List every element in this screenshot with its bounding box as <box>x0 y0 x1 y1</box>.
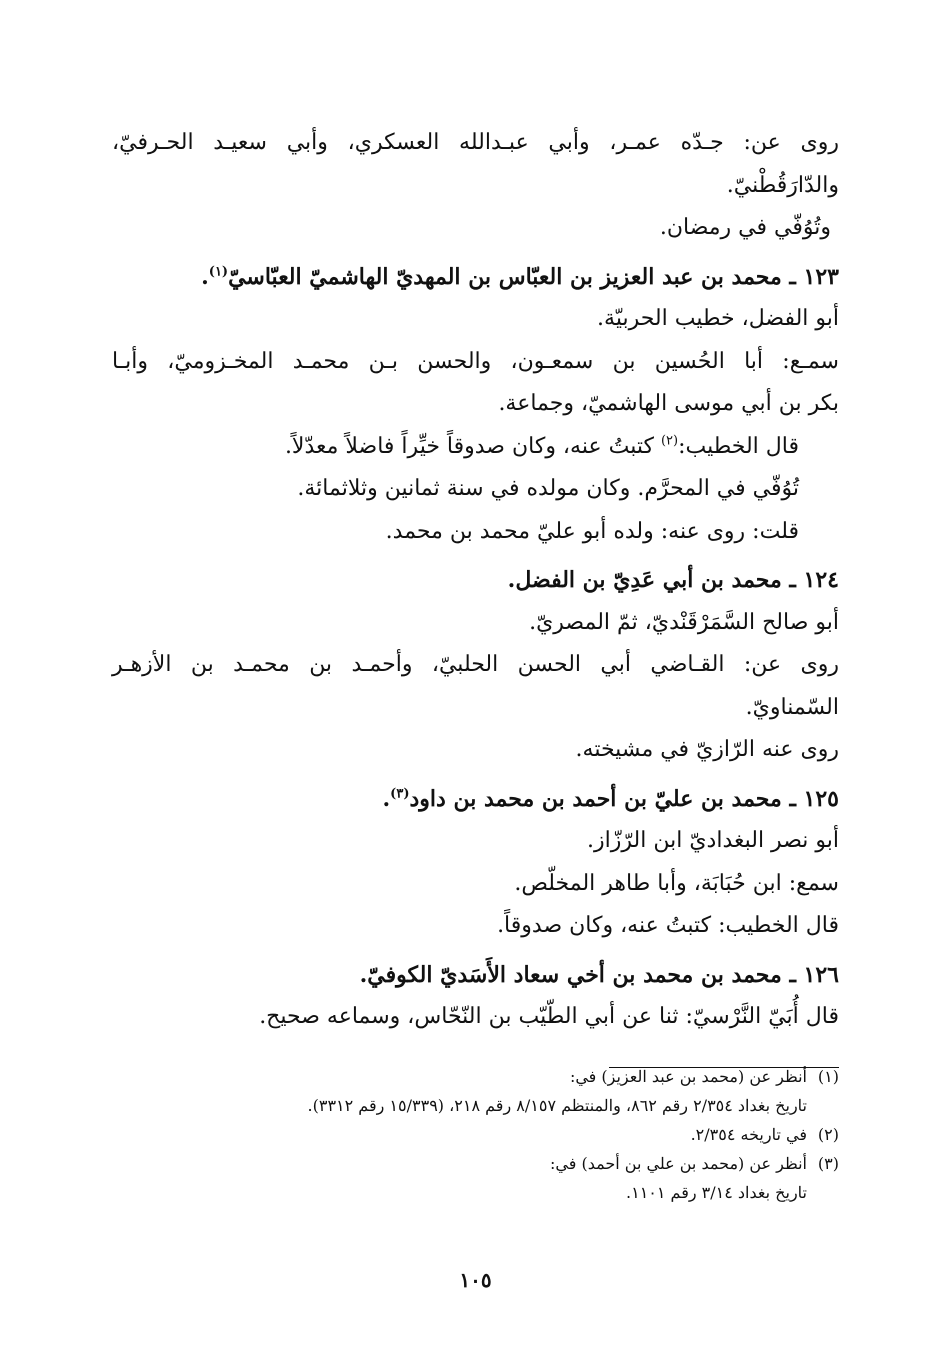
footnote-number: (٣) <box>817 1154 839 1173</box>
text-line: والدّارَقُطْنيّ. <box>726 172 839 198</box>
text-line: قلت: روى عنه: ولده أبو عليّ محمد بن محمد. <box>385 518 799 544</box>
entry-title-124: ١٢٤ ـ محمد بن أبي عَدِيّ بن الفضل. <box>507 567 839 593</box>
text-line: أبو نصر البغداديّ ابن الرّزّاز. <box>587 828 839 853</box>
page-number: ١٠٥ <box>459 1268 492 1292</box>
main-text <box>112 122 839 1039</box>
footnote-number: (٢) <box>817 1125 839 1144</box>
footnote-3 <box>150 1149 839 1178</box>
text-line: روى عن: القـاضي أبي الحسن الحلبيّ، وأحمـد بن محمـد بن الأزهـر <box>112 652 839 677</box>
quote-label: قال الخطيب: <box>678 433 799 459</box>
footnote-number: (١) <box>817 1067 839 1086</box>
footnote-2 <box>150 1120 839 1149</box>
footnote-text: في تاريخه ٢/٣٥٤. <box>690 1125 807 1144</box>
footnote-ref: (٢) <box>660 433 679 449</box>
text-line: روى عنه الرّازيّ في مشيخته. <box>575 737 839 762</box>
text-line: سمـع: أبا الحُسين بن سمعـون، والحسن بـن محمـد المخـزوميّ، وأبـا <box>112 348 839 374</box>
entry-title-126: ١٢٦ ـ محمد بن محمد بن أخي سعاد الأَسَديّ الكوفيّ. <box>359 961 839 988</box>
text-line: السّمناويّ. <box>745 694 839 720</box>
text-line: تُوُفّي في المحرَّم. وكان مولده في سنة ثمانين وثلاثمائة. <box>297 476 799 501</box>
footnotes <box>150 1062 839 1207</box>
quote-text: كتبتُ عنه، وكان صدوقاً خيِّراً فاضلاً معدّلاً. <box>284 433 661 459</box>
entry-title-text: ١٢٥ ـ محمد بن عليّ بن أحمد بن محمد بن داود <box>409 785 839 812</box>
entry-title-text: ١٢٣ ـ محمد بن عبد العزيز بن العبّاس بن المهديّ الهاشميّ العبّاسيّ <box>228 263 839 290</box>
text-line: أبو صالح السَّمَرْقَنْديّ، ثمّ المصريّ. <box>529 609 839 635</box>
text-line <box>112 426 839 469</box>
entry-title-123 <box>112 256 839 299</box>
entry-title-125 <box>112 778 839 821</box>
footnote-3-cont: تاريخ بغداد ٣/١٤ رقم ١١٠١. <box>626 1183 807 1202</box>
text-line: بكر بن أبي موسى الهاشميّ، وجماعة. <box>498 391 839 416</box>
text-line: وتُوُفّي في رمضان. <box>659 215 831 240</box>
entry-title-end: . <box>201 263 209 290</box>
footnote-ref: (٣) <box>390 786 410 802</box>
footnote-text: أنظر عن (محمد بن عبد العزيز) في: <box>569 1067 807 1086</box>
footnote-text: أنظر عن (محمد بن علي بن أحمد) في: <box>549 1154 807 1173</box>
text-line: قال الخطيب: كتبتُ عنه، وكان صدوقاً. <box>497 913 839 938</box>
text-line: سمع: ابن حُبَابَة، وأبا طاهر المخلّص. <box>514 870 839 896</box>
text-line: روى عن: جـدّه عمـر، وأبي عبـدالله العسكري، وأبي سعيـد الحـرفيّ، <box>112 130 839 155</box>
footnote-1 <box>150 1062 839 1091</box>
text-line: أبو الفضل، خطيب الحربيّة. <box>597 306 839 331</box>
footnote-1-cont: تاريخ بغداد ٢/٣٥٤ رقم ٨٦٢، والمنتظم ٨/١٥٧ رقم ٢١٨، (١٥/٣٣٩ رقم ٣٣١٢). <box>307 1096 807 1115</box>
footnote-ref: (١) <box>208 264 229 280</box>
text-line: قال أُبَيّ النَّرْسيّ: ثنا عن أبي الطّيّب بن النّحّاس، وسماعه صحيح. <box>259 1004 839 1029</box>
entry-title-end: . <box>382 785 391 812</box>
